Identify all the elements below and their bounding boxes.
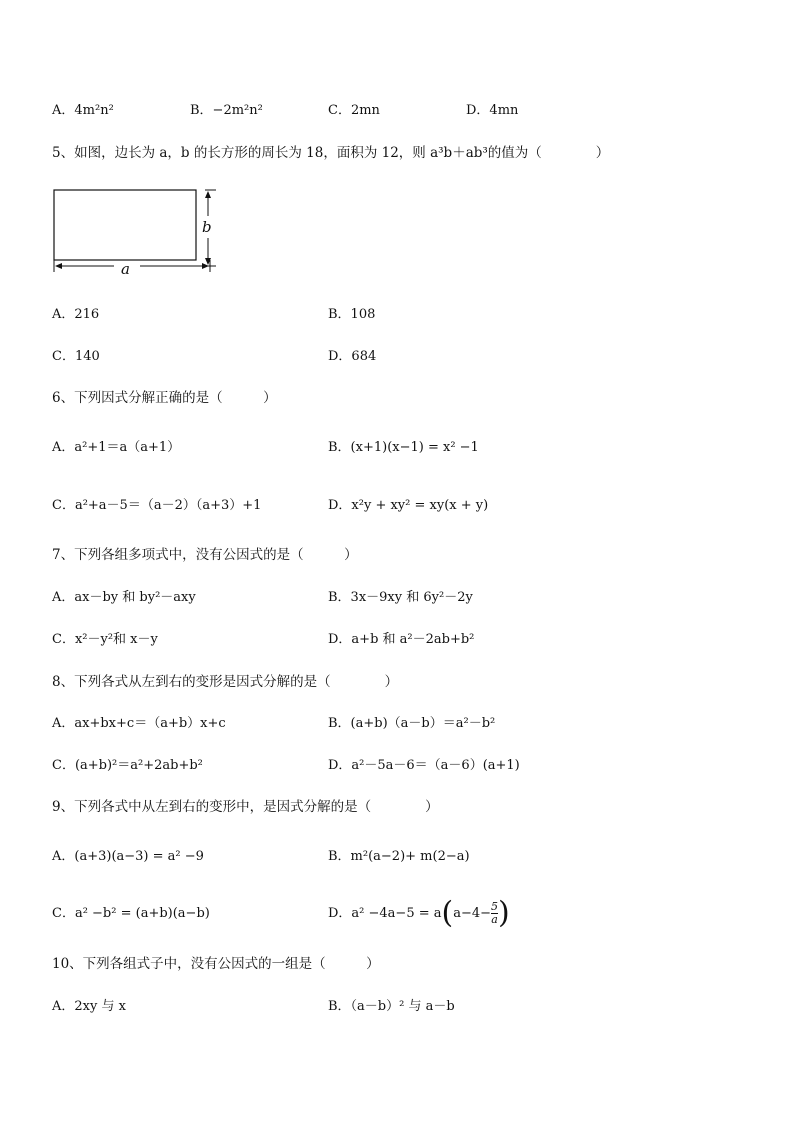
q7-option-b: B．3x－9xy 和 6y²－2y — [328, 590, 473, 605]
q6-option-b: B．(x+1)(x−1) = x² −1 — [328, 440, 479, 455]
q9-option-b: B．m²(a−2)+ m(2−a) — [328, 849, 470, 864]
q8-option-a: A．ax+bx+c＝（a+b）x+c — [52, 716, 226, 731]
fraction-numerator: 5 — [491, 900, 499, 913]
option-b: B．−2m²n² — [190, 103, 263, 118]
question-8-stem: 8、下列各式从左到右的变形是因式分解的是（ ） — [52, 674, 399, 690]
q5-option-a: A．216 — [52, 307, 100, 322]
question-9-stem: 9、下列各式中从左到右的变形中，是因式分解的是（ ） — [52, 799, 439, 815]
arrow-up-icon — [205, 191, 211, 198]
question-10-stem: 10、下列各组式子中，没有公因式的一组是（ ） — [52, 956, 380, 972]
q7-option-c: C．x²－y²和 x－y — [52, 632, 158, 647]
q9-option-d-inner: a−4− — [453, 906, 492, 921]
label-a: a — [121, 260, 130, 278]
rectangle-shape — [54, 190, 196, 260]
q6-option-a: A．a²+1＝a（a+1） — [52, 440, 181, 455]
q9-option-d — [328, 895, 510, 931]
question-7-stem: 7、下列各组多项式中，没有公因式的是（ ） — [52, 547, 358, 563]
q8-option-d: D．a²－5a－6＝（a－6）(a+1) — [328, 758, 520, 773]
left-paren: ( — [441, 895, 454, 931]
label-b: b — [202, 218, 212, 236]
q5-option-d: D．684 — [328, 349, 377, 364]
q8-option-b: B．(a+b)（a－b）＝a²－b² — [328, 716, 496, 731]
q5-option-b: B．108 — [328, 307, 376, 322]
q8-option-c: C．(a+b)²＝a²+2ab+b² — [52, 758, 203, 773]
q6-option-d: D．x²y + xy² = xy(x + y) — [328, 498, 489, 513]
q9-option-d-prefix: D．a² −4a−5 = a — [328, 906, 442, 921]
rectangle-figure — [50, 186, 220, 282]
q10-option-a: A．2xy 与 x — [52, 999, 126, 1014]
question-5-stem: 5、如图，边长为 a，b 的长方形的周长为 18，面积为 12，则 a³b＋ab³的值为（ ） — [52, 145, 610, 161]
option-a: A．4m²n² — [52, 103, 114, 118]
q10-option-b: B．（a－b）² 与 a－b — [328, 999, 455, 1014]
q6-option-c: C．a²+a－5＝（a－2）（a+3）+1 — [52, 498, 262, 513]
arrow-left-icon — [55, 263, 62, 269]
fraction — [491, 901, 498, 926]
fraction-denominator: a — [491, 913, 498, 926]
q9-option-a: A．(a+3)(a−3) = a² −9 — [52, 849, 204, 864]
q7-option-a: A．ax－by 和 by²－axy — [52, 590, 196, 605]
question-6-stem: 6、下列因式分解正确的是（ ） — [52, 390, 277, 406]
option-c: C．2mn — [328, 103, 380, 118]
q5-option-c: C．140 — [52, 349, 100, 364]
q9-option-c: C．a² −b² = (a+b)(a−b) — [52, 906, 210, 921]
rectangle-diagram — [50, 186, 220, 278]
q7-option-d: D．a+b 和 a²－2ab+b² — [328, 632, 475, 647]
option-d: D．4mn — [466, 103, 519, 118]
right-paren: ) — [498, 895, 510, 931]
